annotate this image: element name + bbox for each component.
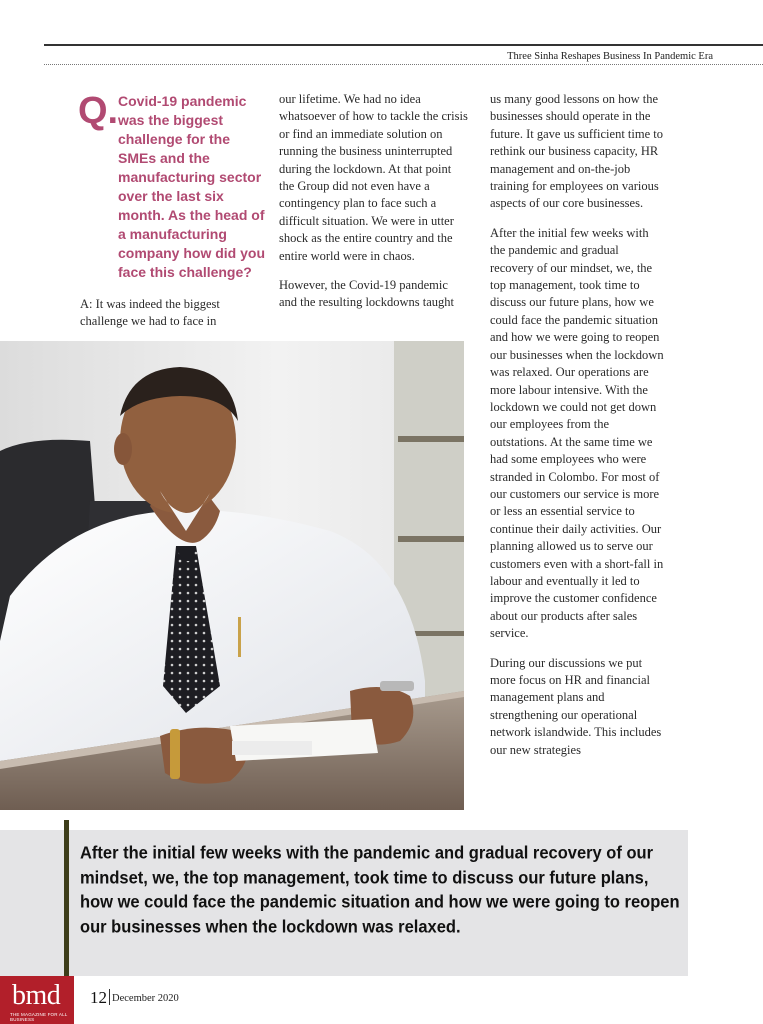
logo-wordmark: bmd	[12, 980, 61, 1011]
portrait-photo	[0, 341, 464, 810]
top-rule	[44, 44, 763, 46]
column-3-paragraph-1: us many good lessons on how the businesses should operate in the future. It gave us sufficient time to rethink our business capacity, HR management and on-the-job training for employees on various aspects of our core businesses.	[490, 92, 663, 211]
running-header: Three Sinha Reshapes Business In Pandemic Era	[507, 51, 713, 62]
column-3	[490, 91, 665, 759]
page-number-divider	[109, 989, 110, 1005]
bmd-logo	[0, 976, 74, 1024]
pull-quote-bar	[64, 820, 69, 976]
question-text: Covid-19 pandemic was the biggest challenge for the SMEs and the manufacturing sector over the last six month. As the head of a manufacturing company how did you face this challenge?	[118, 93, 266, 280]
column-1	[80, 296, 255, 331]
answer-paragraph-1: A: It was indeed the biggest challenge we had to face in	[80, 297, 220, 329]
dotted-rule	[44, 64, 763, 65]
issue-date: December 2020	[112, 993, 179, 1004]
column-2-paragraph-2: However, the Covid-19 pandemic and the resulting lockdowns taught	[279, 278, 454, 310]
question-block	[78, 92, 270, 282]
column-2-paragraph-1: our lifetime. We had no idea whatsoever of how to tackle the crisis or find an immediate solution on running the business uninterrupted during the lockdown. At that point the Group did not even have a contingency plan to face such a difficult situation. We were in utter shock as the entire country and the entire world were in chaos.	[279, 92, 468, 263]
column-3-paragraph-2: After the initial few weeks with the pandemic and gradual recovery of our mindset, we, the top management, took time to discuss our future plans, how we could face the pandemic situation and how we were going to reopen our businesses when the lockdown was relaxed. Our operations are more labour intensive. With the lockdown we could not get down our employees from the outstations. At the same time we had some employees who were stranded in Colombo. For most of our customers our service is more or less an essential service to continue their daily activities. Our planning allowed us to serve our customers even with a short-fall in labour and eventually it led to improve the customer confidence about our products after sales service.	[490, 225, 664, 641]
column-2	[279, 91, 469, 312]
logo-tagline: THE MAGAZINE FOR ALL BUSINESS	[10, 1012, 68, 1022]
page-number: 12	[90, 988, 107, 1007]
question-marker: Q.	[78, 90, 119, 132]
pull-quote: After the initial few weeks with the pandemic and gradual recovery of our mindset, we, the top management, took time to discuss our future plans, how we could face the pandemic situation and how we were going to reopen our businesses when the lockdown was relaxed.	[80, 844, 680, 937]
column-3-paragraph-3: During our discussions we put more focus on HR and financial management plans and strengthening our operational network islandwide. This includes our new strategies	[490, 655, 662, 757]
portrait-illustration	[0, 341, 464, 810]
